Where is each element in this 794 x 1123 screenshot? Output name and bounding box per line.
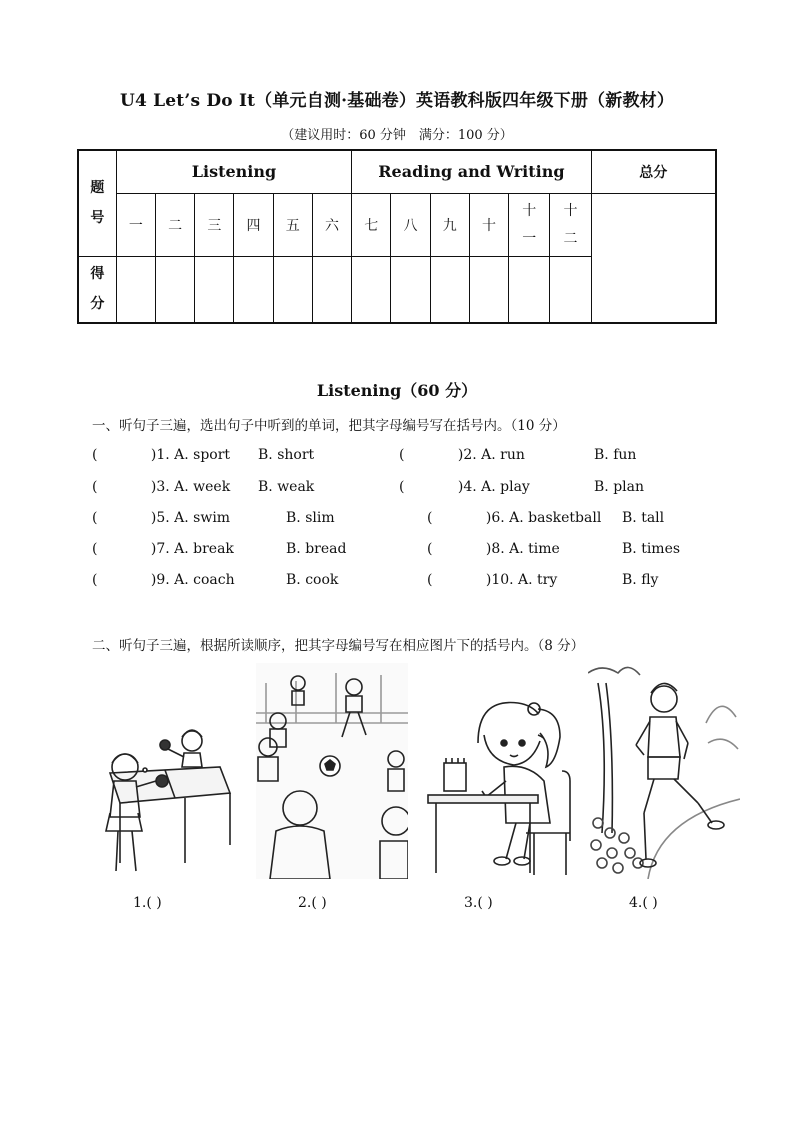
score-cell[interactable] <box>234 256 273 323</box>
score-cell[interactable] <box>352 256 391 323</box>
tihao-char-1: 题 <box>90 180 105 197</box>
num-cell: 二 <box>155 193 194 256</box>
reading-writing-header: Reading and Writing <box>352 150 591 193</box>
question-3-option-b: B. weak <box>258 479 315 495</box>
num-cell: 九 <box>430 193 469 256</box>
question-10-lead: ( )10. A. try <box>427 572 558 588</box>
score-cell[interactable] <box>195 256 234 323</box>
question-9-option-b: B. cook <box>286 572 339 588</box>
num-cell: 四 <box>234 193 273 256</box>
question-3-lead: ( )3. A. week <box>92 479 231 495</box>
question-5-lead: ( )5. A. swim <box>92 510 231 526</box>
picture-4-answer[interactable]: 4.( ) <box>629 895 658 911</box>
drawing-girl-illustration <box>426 663 578 879</box>
score-cell[interactable] <box>155 256 194 323</box>
running-boy-illustration <box>588 663 740 879</box>
question-8-lead: ( )8. A. time <box>427 541 560 557</box>
num-char: 十 <box>563 202 578 219</box>
question-4-option-b: B. plan <box>594 479 644 495</box>
football-illustration <box>256 663 408 879</box>
num-cell: 三 <box>195 193 234 256</box>
picture-3-answer[interactable]: 3.( ) <box>464 895 493 911</box>
score-cell[interactable] <box>430 256 469 323</box>
num-cell: 十 <box>469 193 508 256</box>
question-4-lead: ( )4. A. play <box>399 479 530 495</box>
question-2-option-b: B. fun <box>594 447 637 463</box>
part2-instruction: 二、听句子三遍，根据所读顺序，把其字母编号写在相应图片下的括号内。（8 分） <box>92 638 585 654</box>
num-cell: 六 <box>312 193 351 256</box>
tihao-header <box>78 150 116 256</box>
score-cell[interactable] <box>469 256 508 323</box>
question-10-option-b: B. fly <box>622 572 659 588</box>
num-char: 一 <box>522 230 537 247</box>
listening-section-title: Listening（60 分） <box>316 381 478 400</box>
score-table <box>77 149 717 324</box>
picture-1-answer[interactable]: 1.( ) <box>133 895 162 911</box>
num-char: 十 <box>522 202 537 219</box>
defen-header <box>78 256 116 323</box>
question-9-lead: ( )9. A. coach <box>92 572 235 588</box>
table-tennis-illustration <box>80 663 232 879</box>
score-cell[interactable] <box>550 256 591 323</box>
score-cell[interactable] <box>312 256 351 323</box>
score-cell[interactable] <box>509 256 550 323</box>
question-1-option-b: B. short <box>258 447 315 463</box>
picture-2-answer[interactable]: 2.( ) <box>298 895 327 911</box>
question-2-lead: ( )2. A. run <box>399 447 525 463</box>
question-7-option-b: B. bread <box>286 541 347 557</box>
document-subtitle: （建议用时：60 分钟 满分：100 分） <box>281 128 513 143</box>
defen-char-2: 分 <box>90 296 105 313</box>
question-1-lead: ( )1. A. sport <box>92 447 231 463</box>
tihao-char-2: 号 <box>90 210 105 227</box>
num-char: 二 <box>563 230 578 247</box>
num-cell-twelve <box>550 193 591 256</box>
defen-char-1: 得 <box>90 266 105 283</box>
num-cell: 一 <box>116 193 155 256</box>
num-cell-eleven <box>509 193 550 256</box>
question-6-lead: ( )6. A. basketball <box>427 510 602 526</box>
question-5-option-b: B. slim <box>286 510 335 526</box>
score-cell[interactable] <box>116 256 155 323</box>
num-cell: 五 <box>273 193 312 256</box>
total-header: 总分 <box>591 150 716 193</box>
question-7-lead: ( )7. A. break <box>92 541 234 557</box>
num-cell: 七 <box>352 193 391 256</box>
listening-header: Listening <box>116 150 351 193</box>
score-cell[interactable] <box>391 256 430 323</box>
total-score-cell[interactable] <box>591 193 716 323</box>
part1-instruction: 一、听句子三遍，选出句子中听到的单词，把其字母编号写在括号内。（10 分） <box>92 418 566 434</box>
question-8-option-b: B. times <box>622 541 681 557</box>
question-6-option-b: B. tall <box>622 510 665 526</box>
num-cell: 八 <box>391 193 430 256</box>
document-title: U4 Let’s Do It（单元自测·基础卷）英语教科版四年级下册（新教材） <box>119 91 675 111</box>
score-cell[interactable] <box>273 256 312 323</box>
